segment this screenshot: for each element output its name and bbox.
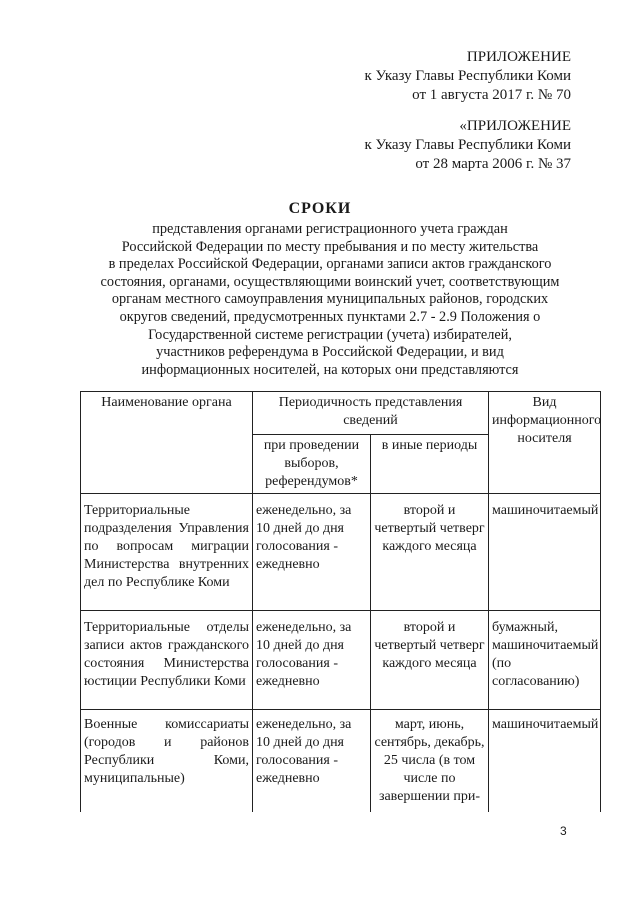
subtitle-line: информационных носителей, на которых они представляются	[141, 361, 519, 378]
document-subtitle	[60, 221, 600, 379]
carrier-cell: машиночитаемый	[489, 494, 601, 611]
organ-cell: Военные комиссариаты (городов и районов Республики Коми, муниципальные)	[81, 710, 253, 813]
table-row	[81, 611, 601, 710]
other-periods-cell: второй и четвертый четверг каждого месяца	[371, 494, 489, 611]
table-header-row	[81, 392, 601, 435]
annex-date-line: от 28 марта 2006 г. № 37	[415, 156, 571, 172]
carrier-cell: машиночитаемый	[489, 710, 601, 813]
page-number: 3	[560, 824, 567, 838]
subtitle-line: представления органами регистрационного учета граждан	[152, 221, 508, 237]
subtitle-line: Российской Федерации по месту пребывания и по месту жительства	[121, 238, 539, 255]
other-periods-cell: второй и четвертый четверг каждого месяца	[371, 611, 489, 710]
organ-cell: Территориальные отделы записи актов гражданского состояния Министерства юстиции Республики Коми	[81, 611, 253, 710]
schedule-table	[80, 391, 601, 812]
annex-title: «ПРИЛОЖЕНИЕ	[459, 118, 571, 134]
annex-decree-line: к Указу Главы Республики Коми	[364, 68, 571, 84]
subtitle-line: в пределах Российской Федерации, органами записи актов гражданского	[108, 256, 552, 273]
annex-decree-line: к Указу Главы Республики Коми	[364, 137, 571, 153]
annex-date-line: от 1 августа 2017 г. № 70	[412, 87, 571, 103]
header-periodicity: Периодичность представления сведений	[253, 392, 489, 435]
carrier-cell: бумажный, машиночитаемый (по согласованию)	[489, 611, 601, 710]
during-elections-cell: еженедельно, за 10 дней до дня голосования - ежедневно	[253, 494, 371, 611]
annex-title: ПРИЛОЖЕНИЕ	[466, 49, 571, 65]
subtitle-line: Государственной системе регистрации (учета) избирателей,	[148, 326, 512, 343]
during-elections-cell: еженедельно, за 10 дней до дня голосования - ежедневно	[253, 611, 371, 710]
subtitle-line: органам местного самоуправления муниципальных районов, городских	[111, 291, 549, 308]
organ-cell: Территориальные подразделения Управления по вопросам миграции Министерства внутренних дел по Республике Коми	[81, 494, 253, 611]
subtitle-line: состояния, органами, осуществляющими воинский учет, соответствующим	[100, 273, 560, 290]
table-row	[81, 494, 601, 611]
header-carrier-type: Вид информационного носителя	[489, 392, 601, 494]
annex-current-header	[364, 48, 571, 105]
during-elections-cell: еженедельно, за 10 дней до дня голосования - ежедневно	[253, 710, 371, 813]
header-during-elections: при проведении выборов, референдумов*	[253, 435, 371, 494]
subtitle-line: округов сведений, предусмотренных пунктами 2.7 - 2.9 Положения о	[119, 308, 541, 325]
other-periods-cell: март, июнь, сентябрь, декабрь, 25 числа (в том числе по завершении при-	[371, 710, 489, 813]
annex-original-header	[364, 117, 571, 174]
table-row	[81, 710, 601, 813]
subtitle-line: участников референдума в Российской Федерации, и вид	[156, 344, 504, 361]
header-organ: Наименование органа	[81, 392, 253, 494]
document-title: СРОКИ	[288, 200, 352, 217]
header-other-periods: в иные периоды	[371, 435, 489, 494]
